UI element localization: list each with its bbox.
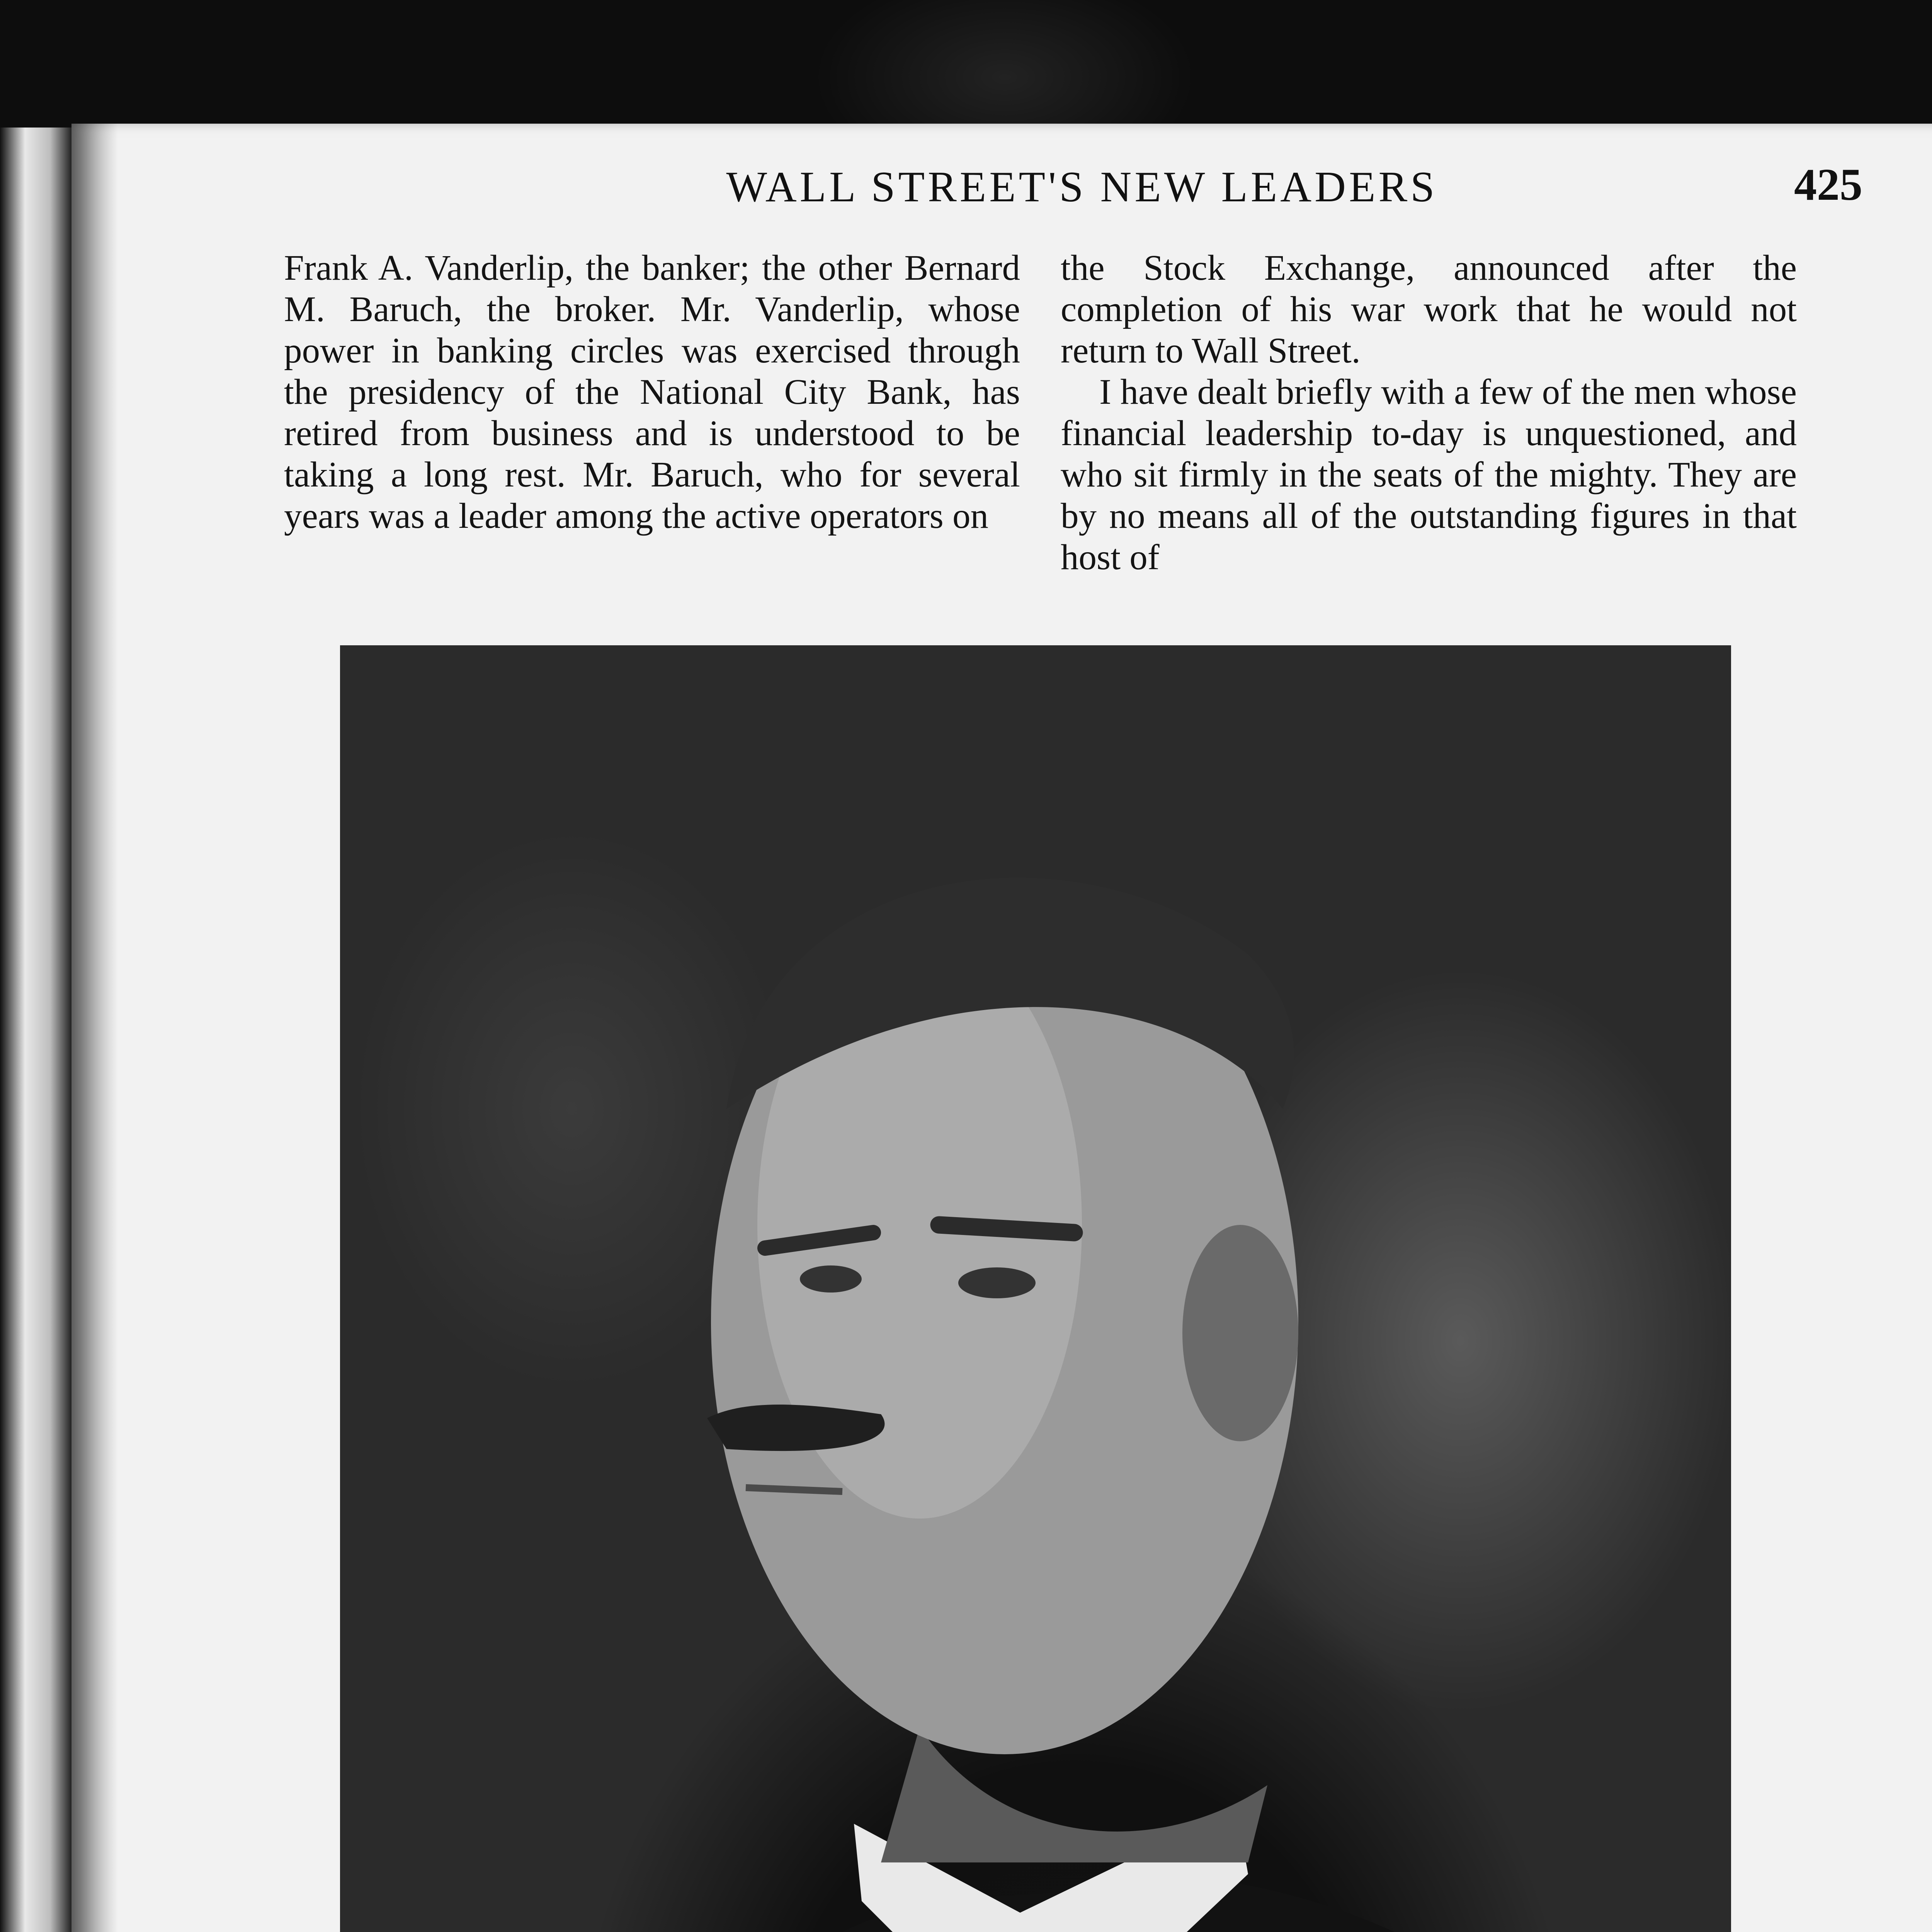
paragraph: the Stock Exchange, announced after the completion of his war work that he would not return to Wall Street. (1061, 248, 1797, 371)
page-number: 425 (1794, 159, 1862, 210)
eye-left (800, 1265, 862, 1293)
paragraph: I have dealt briefly with a few of the men whose financial leadership to-day is unquestioned, and who sit firmly in the seats of the mighty. They are by no means all of the outstanding figures in that host of (1061, 372, 1797, 577)
portrait-photo (340, 645, 1731, 1932)
mouth-line (746, 1488, 842, 1492)
facing-page-edge (0, 128, 71, 1932)
gutter-shadow (71, 124, 118, 1932)
paragraph: Frank A. Vanderlip, the banker; the other Bernard M. Baruch, the broker. Mr. Vanderlip, whose power in banking circles was exercised through the presidency of the National City Bank, has retired from business and is understood to be taking a long rest. Mr. Baruch, who for several years was a leader among the active operators on (284, 248, 1020, 536)
neck-shape (881, 1727, 1267, 1862)
text-column-left (284, 247, 1020, 537)
running-head: WALL STREET'S NEW LEADERS (726, 163, 1438, 211)
text-column-right (1061, 247, 1797, 578)
eye-right (958, 1267, 1036, 1298)
portrait-illustration (340, 645, 1731, 1932)
ear-shape (1182, 1225, 1298, 1441)
eyebrow-right (939, 1225, 1074, 1233)
